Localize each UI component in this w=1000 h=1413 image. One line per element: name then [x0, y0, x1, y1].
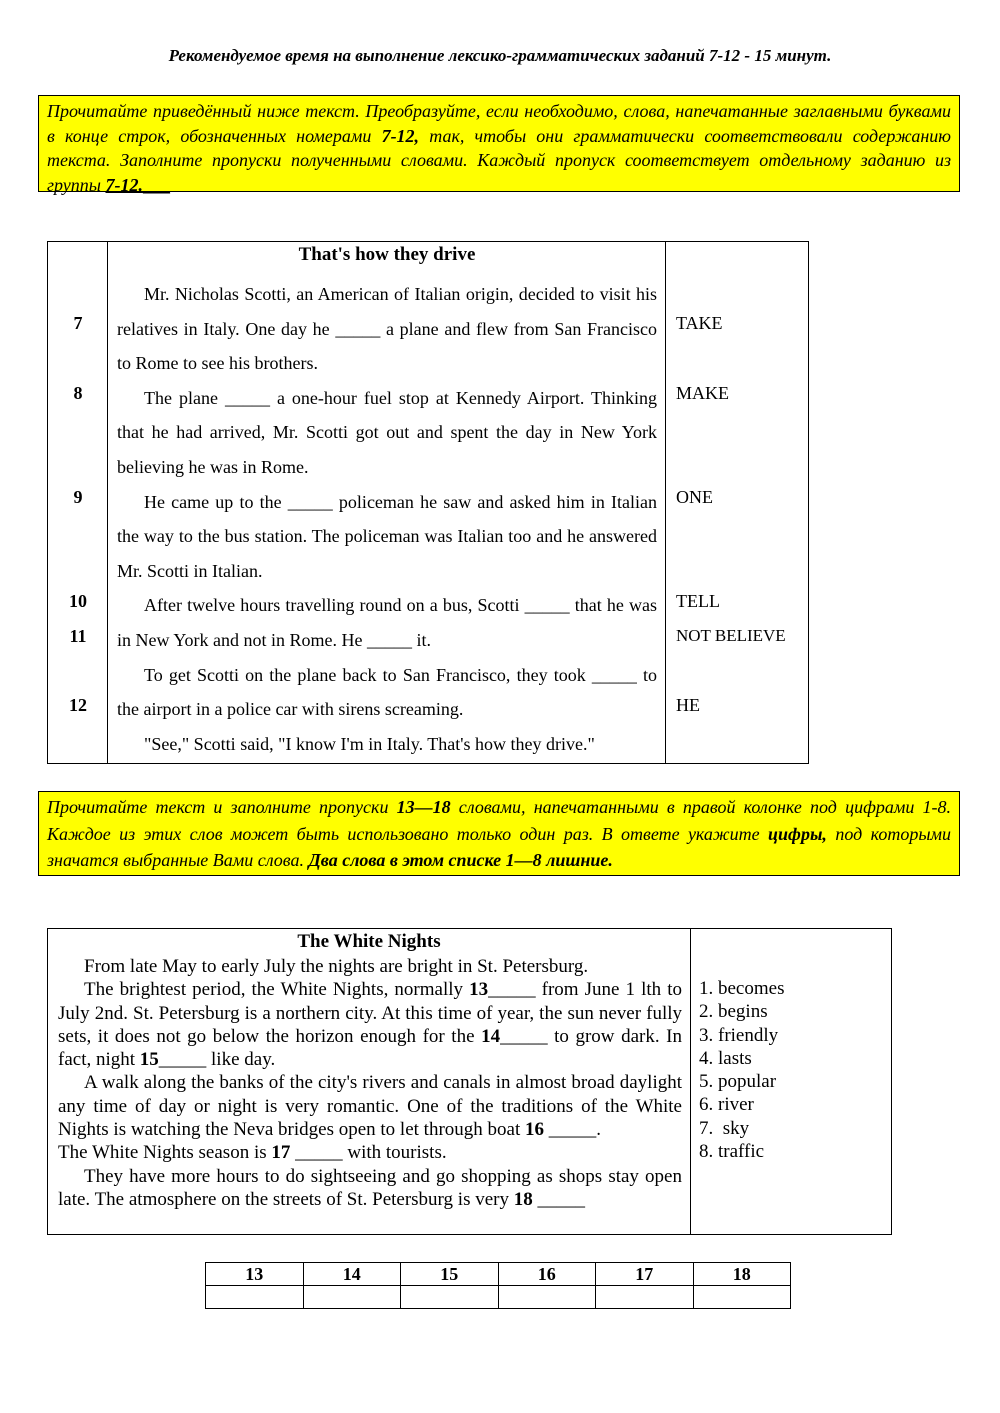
instruction2-range: 13—18: [396, 797, 451, 817]
task1-number-8: 8: [73, 383, 83, 403]
answer-header-15: 15: [401, 1263, 499, 1286]
task2-text: The White Nights season is: [58, 1142, 272, 1164]
task1-number-12: 12: [69, 695, 87, 715]
task2-text: _____ with tourists.: [290, 1142, 447, 1164]
instruction-box-2: [38, 791, 960, 876]
task2-paragraph-3: [58, 1071, 682, 1141]
task2-paragraph-5: [58, 1165, 682, 1212]
instruction1-range-a: 7-12,: [381, 125, 420, 146]
task2-divider: [690, 929, 691, 1234]
answer-grid: [205, 1262, 791, 1309]
task1-keyword-tell: TELL: [676, 591, 720, 611]
word-option: 4. lasts: [699, 1047, 752, 1069]
word-option: 7. sky: [699, 1117, 750, 1139]
task2-story: [58, 955, 682, 1211]
answer-header-17: 17: [596, 1263, 694, 1286]
task1-title: That's how they drive: [298, 244, 476, 265]
task1-paragraph: To get Scotti on the plane back to San Francisco, they took _____ to the airport in a police car with sirens screaming.: [117, 664, 657, 720]
answer-cell-18[interactable]: [693, 1286, 791, 1309]
answer-grid-input-row: [206, 1286, 791, 1309]
answer-header-18: 18: [693, 1263, 791, 1286]
task2-table: [47, 928, 892, 1235]
task2-paragraph-2: [58, 978, 682, 1071]
gap-number-15: 15: [139, 1049, 159, 1071]
word-options-list: [699, 977, 784, 1163]
instruction1-trail: ___: [142, 174, 170, 195]
answer-grid-header-row: [206, 1263, 791, 1286]
answer-header-13: 13: [206, 1263, 304, 1286]
gap-number-13: 13: [469, 979, 489, 1001]
task2-text: _____ from June 1 lth to July 2nd. St. Petersburg is a northern city. At this time of year, the sun never fully sets, it does not go below the horizon enough for the: [58, 979, 682, 1047]
task1-keyword-he: HE: [676, 695, 700, 715]
task1-keyword-not-believe: NOT BELIEVE: [676, 626, 786, 645]
word-option: 1. becomes: [699, 978, 785, 999]
task1-paragraph: Mr. Nicholas Scotti, an American of Italian origin, decided to visit his relatives in Italy. One day he _____ a plane and flew from San Francisco to Rome to see his brothers.: [117, 284, 657, 374]
task1-number-11: 11: [69, 626, 87, 646]
task1-paragraph: "See," Scotti said, "I know I'm in Italy. That's how they drive.": [144, 733, 595, 754]
answer-header-16: 16: [498, 1263, 596, 1286]
task1-story: [117, 277, 657, 761]
instruction2-bold-extra-words: Два слова в этом списке 1—8 лишние.: [308, 850, 613, 870]
task1-keyword-one: ONE: [676, 487, 713, 507]
answer-cell-13[interactable]: [206, 1286, 304, 1309]
instruction2-text-3: под которыми значатся выбранные Вами слова.: [47, 823, 951, 870]
task1-paragraph: The plane _____ a one-hour fuel stop at Kennedy Airport. Thinking that he had arrived, Mr. Scotti got out and spent the day in New York believing he was in Rome.: [117, 387, 657, 477]
task2-paragraph-1: From late May to early July the nights are bright in St. Petersburg.: [84, 956, 589, 977]
task1-keyword-make: MAKE: [676, 383, 729, 403]
task1-number-10: 10: [69, 591, 87, 611]
task1-table: [47, 241, 809, 764]
task1-divider-right: [665, 242, 666, 763]
task1-number-7: 7: [73, 313, 83, 333]
word-option: 8. traffic: [699, 1141, 765, 1163]
word-option: 3. friendly: [699, 1024, 779, 1046]
task1-number-9: 9: [73, 487, 83, 507]
answer-cell-16[interactable]: [498, 1286, 596, 1309]
word-option: 5. popular: [699, 1071, 777, 1093]
task2-title: The White Nights: [297, 931, 441, 952]
gap-number-16: 16: [525, 1119, 544, 1141]
task1-paragraph: After twelve hours travelling round on a bus, Scotti _____ that he was in New York and not in Rome. He _____ it.: [117, 595, 657, 650]
instruction2-text-2: словами, напечатанными в правой колонке под цифрами 1-8. Каждое из этих слов может быть использовано только один раз. В ответе укажите: [47, 797, 951, 844]
instruction2-bold-digits: цифры,: [768, 823, 827, 844]
recommended-time-header: Рекомендуемое время на выполнение лексико-грамматических заданий 7-12 - 15 минут.: [168, 46, 832, 65]
task2-text: _____ to grow dark. In fact, night: [58, 1025, 682, 1071]
gap-number-18: 18: [513, 1188, 533, 1210]
task2-text: _____.: [544, 1119, 601, 1141]
gap-number-14: 14: [481, 1025, 501, 1047]
word-option: 6. river: [699, 1094, 754, 1116]
gap-number-17: 17: [271, 1142, 291, 1164]
task2-paragraph-4: [58, 1141, 682, 1164]
answer-cell-17[interactable]: [596, 1286, 694, 1309]
instruction-box-1: [38, 95, 960, 195]
answer-header-14: 14: [303, 1263, 401, 1286]
task2-text: _____: [532, 1188, 585, 1210]
instruction2-text-1: Прочитайте текст и заполните пропуски: [47, 797, 397, 817]
instruction1-text-b: так, чтобы они грамматически соответствовали содержанию текста. Заполните пропуски полученными словами. Каждый пропуск соответствует отдельному заданию из группы: [47, 125, 951, 195]
instruction1-text-a: Прочитайте приведённый ниже текст. Преобразуйте, если необходимо, слова, напечатанные заглавными буквами в конце строк, обозначенных номерами: [47, 101, 951, 146]
task2-text: A walk along the banks of the city's rivers and canals in almost broad daylight any time of day or night is very romantic. One of the traditions of the White Nights is watching the Neva bridges open to let through boat: [58, 1072, 682, 1141]
word-option: 2. begins: [699, 1001, 768, 1023]
answer-cell-14[interactable]: [303, 1286, 401, 1309]
answer-cell-15[interactable]: [401, 1286, 499, 1309]
task2-text: _____ like day.: [158, 1049, 276, 1071]
task2-text: The brightest period, the White Nights, normally: [84, 979, 470, 1001]
instruction1-range-b: 7-12.: [105, 174, 143, 195]
task1-paragraph: He came up to the _____ policeman he saw and asked him in Italian the way to the bus station. The policeman was Italian too and he answered Mr. Scotti in Italian.: [117, 491, 657, 581]
task2-text: They have more hours to do sightseeing and go shopping as shops stay open late. The atmosphere on the streets of St. Petersburg is very: [58, 1165, 682, 1210]
task1-keyword-take: TAKE: [676, 313, 723, 333]
